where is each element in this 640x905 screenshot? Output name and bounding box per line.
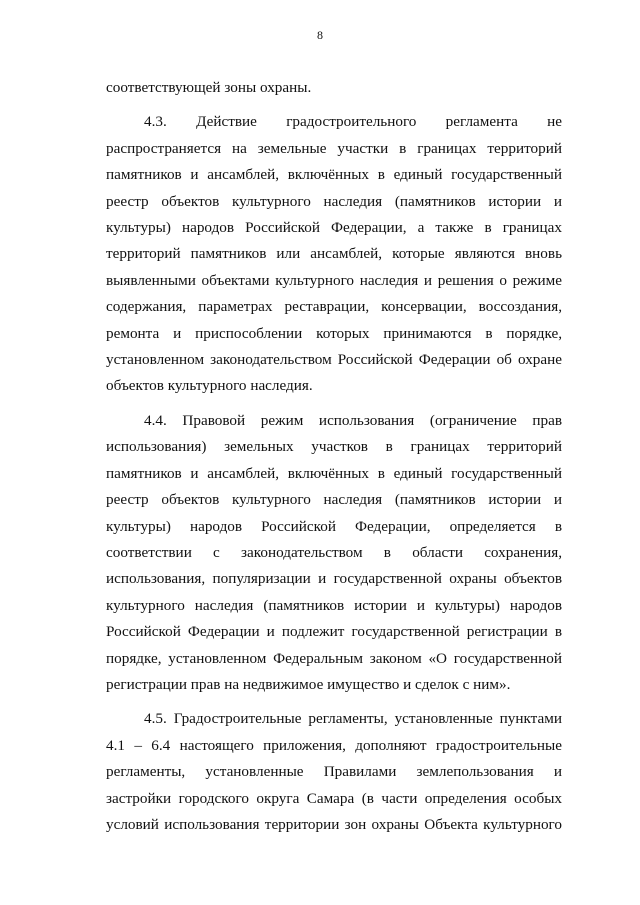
paragraph-continuation: соответствующей зоны охраны. <box>106 79 312 96</box>
paragraph-4-4: 4.4. Правовой режим использования (ограничение прав использования) земельных участков в границах территорий памятников и ансамблей, включённых в единый государственный реестр объектов культурного наследия (памятников истории и культуры) народов Российской Федерации, определяется в соответствии с законодательством в области сохранения, использования, популяризации и государственной охраны объектов культурного наследия (памятников истории и культуры) народов Российской Федерации и подлежит государственной регистрации в порядке, установленном Федеральным законом «О государственной регистрации прав на недвижимое имущество и сделок с ним». <box>106 411 562 693</box>
paragraph-4-5: 4.5. Градостроительные регламенты, установленные пунктами 4.1 – 6.4 настоящего приложения, дополняют градостроительные регламенты, установленные Правилами землепользования и застройки городского округа Самара (в части определения особых условий использования территории зон охраны Объекта культурного <box>106 710 562 833</box>
paragraph-4-3: 4.3. Действие градостроительного регламента не распространяется на земельные участки в границах территорий памятников и ансамблей, включённых в единый государственный реестр объектов культурного наследия (памятников истории и культуры) народов Российской Федерации, а также в границах территорий памятников или ансамблей, которые являются вновь выявленными объектами культурного наследия и решения о режиме содержания, параметрах реставрации, консервации, воссоздания, ремонта и приспособлении которых принимаются в порядке, установленном законодательством Российской Федерации об охране объектов культурного наследия. <box>106 113 562 395</box>
page-number: 8 <box>317 28 323 42</box>
document-body <box>106 75 562 838</box>
